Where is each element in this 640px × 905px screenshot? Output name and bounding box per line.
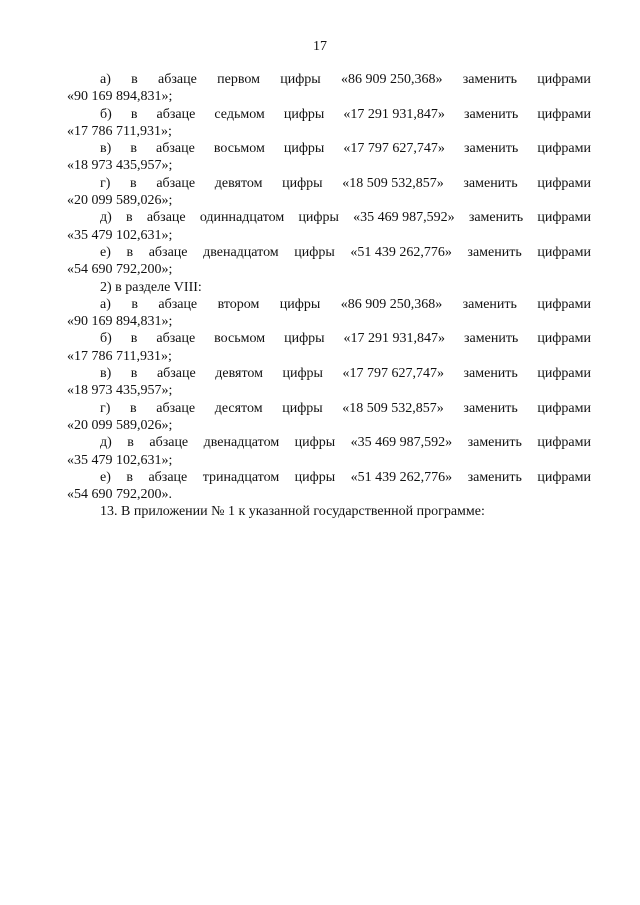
word: в) xyxy=(100,366,112,382)
continuation-line: «54 690 792,200»; xyxy=(67,262,173,278)
word: цифрами xyxy=(537,469,591,485)
word: «35 469 987,592» xyxy=(350,435,453,451)
page-number: 17 xyxy=(313,39,327,54)
word: десятом xyxy=(214,400,263,416)
word: цифрами xyxy=(537,72,591,87)
continuation-line: «54 690 792,200». xyxy=(67,487,172,503)
word: цифрами xyxy=(537,331,591,347)
word: заменить xyxy=(467,435,522,451)
amendment-item xyxy=(67,175,591,210)
word: цифры xyxy=(298,210,339,226)
word: заменить xyxy=(462,296,517,312)
word: в) xyxy=(100,141,112,157)
word: в xyxy=(131,296,138,312)
justified-line xyxy=(67,330,591,347)
word: «17 797 627,747» xyxy=(343,141,445,157)
word: в xyxy=(130,141,137,157)
word: цифры xyxy=(294,435,336,451)
word: тринадцатом xyxy=(202,469,280,485)
word: цифрами xyxy=(537,141,591,157)
word: абзаце xyxy=(158,72,197,87)
word: восьмом xyxy=(214,331,266,347)
amendment-item xyxy=(67,296,591,331)
word: цифры xyxy=(294,469,336,485)
amendment-item xyxy=(67,400,591,435)
continuation-line: «17 786 711,931»; xyxy=(67,123,172,139)
word: «86 909 250,368» xyxy=(340,296,443,312)
word: цифрами xyxy=(537,366,591,382)
word: абзаце xyxy=(158,296,198,312)
word: заменить xyxy=(463,141,519,157)
word: двенадцатом xyxy=(203,435,280,451)
word: в xyxy=(126,244,134,260)
word: в xyxy=(130,400,137,416)
word: заменить xyxy=(467,469,522,485)
justified-line xyxy=(67,244,591,261)
paragraph-line: 13. В приложении № 1 к указанной государственной программе: xyxy=(100,504,485,520)
justified-line xyxy=(67,140,591,157)
word: цифрами xyxy=(537,175,591,191)
word: цифры xyxy=(282,400,323,416)
word: заменить xyxy=(464,331,519,347)
word: цифрами xyxy=(537,106,591,122)
document-body xyxy=(67,71,591,521)
justified-line xyxy=(67,434,591,451)
word: г) xyxy=(100,175,111,191)
word: абзаце xyxy=(156,106,196,122)
amendment-item xyxy=(67,503,591,520)
word: абзаце xyxy=(156,175,196,191)
word: абзаце xyxy=(148,469,188,485)
word: а) xyxy=(100,72,111,87)
word: седьмом xyxy=(214,106,265,122)
amendment-item xyxy=(67,279,591,296)
word: «35 469 987,592» xyxy=(353,210,455,226)
word: а) xyxy=(100,296,111,312)
word: абзаце xyxy=(149,435,189,451)
word: б) xyxy=(100,331,112,347)
justified-line xyxy=(67,71,591,88)
word: в xyxy=(126,210,133,226)
justified-line xyxy=(67,175,591,192)
amendment-item xyxy=(67,209,591,244)
word: цифры xyxy=(282,175,323,191)
word: цифры xyxy=(282,366,323,382)
word: цифры xyxy=(284,331,325,347)
word: д) xyxy=(100,435,112,451)
amendment-item xyxy=(67,434,591,469)
word: восьмом xyxy=(213,141,265,157)
word: д) xyxy=(100,210,112,226)
amendment-item xyxy=(67,330,591,365)
continuation-line: «18 973 435,957»; xyxy=(67,158,173,174)
word: абзаце xyxy=(156,400,196,416)
word: заменить xyxy=(462,72,518,87)
word: заменить xyxy=(463,106,519,122)
justified-line xyxy=(67,469,591,486)
word: цифрами xyxy=(537,400,591,416)
word: цифры xyxy=(294,244,335,260)
amendment-item xyxy=(67,71,591,106)
amendment-item xyxy=(67,469,591,504)
paragraph-line: 2) в разделе VIII: xyxy=(100,279,202,295)
word: девятом xyxy=(214,175,263,191)
continuation-line: «20 099 589,026»; xyxy=(67,417,173,433)
word: цифры xyxy=(283,141,325,157)
word: «17 291 931,847» xyxy=(343,106,445,122)
word: одиннадцатом xyxy=(199,210,285,226)
word: в xyxy=(130,175,137,191)
word: двенадцатом xyxy=(203,244,279,260)
continuation-line: «90 169 894,831»; xyxy=(67,89,173,105)
word: цифрами xyxy=(537,210,591,226)
word: «17 291 931,847» xyxy=(343,331,446,347)
word: «86 909 250,368» xyxy=(340,72,443,87)
word: цифрами xyxy=(537,435,591,451)
word: г) xyxy=(100,400,111,416)
word: в xyxy=(126,469,133,485)
amendment-item xyxy=(67,365,591,400)
word: заменить xyxy=(467,244,522,260)
word: в xyxy=(130,366,138,382)
justified-line xyxy=(67,296,591,313)
word: заменить xyxy=(468,210,524,226)
word: заменить xyxy=(463,175,518,191)
amendment-item xyxy=(67,106,591,141)
word: девятом xyxy=(215,366,263,382)
word: абзаце xyxy=(156,366,196,382)
word: цифры xyxy=(283,106,325,122)
continuation-line: «20 099 589,026»; xyxy=(67,193,173,209)
word: «51 439 262,776» xyxy=(350,469,453,485)
word: заменить xyxy=(463,400,518,416)
word: цифры xyxy=(279,296,321,312)
amendment-item xyxy=(67,140,591,175)
word: первом xyxy=(217,72,260,87)
word: абзаце xyxy=(156,331,196,347)
word: в xyxy=(131,72,138,87)
justified-line xyxy=(67,106,591,123)
word: «17 797 627,747» xyxy=(342,366,444,382)
word: цифрами xyxy=(537,296,591,312)
word: б) xyxy=(100,106,112,122)
word: «18 509 532,857» xyxy=(342,400,444,416)
continuation-line: «35 479 102,631»; xyxy=(67,227,173,243)
word: в xyxy=(127,435,134,451)
word: заменить xyxy=(463,366,518,382)
justified-line xyxy=(67,365,591,382)
continuation-line: «18 973 435,957»; xyxy=(67,383,173,399)
justified-line xyxy=(67,209,591,226)
word: абзаце xyxy=(146,210,186,226)
word: абзаце xyxy=(148,244,188,260)
continuation-line: «35 479 102,631»; xyxy=(67,452,173,468)
word: цифры xyxy=(280,72,321,87)
justified-line xyxy=(67,400,591,417)
word: е) xyxy=(100,244,111,260)
word: «51 439 262,776» xyxy=(350,244,452,260)
word: в xyxy=(130,106,138,122)
word: цифрами xyxy=(537,244,591,260)
word: е) xyxy=(100,469,111,485)
word: в xyxy=(130,331,138,347)
continuation-line: «17 786 711,931»; xyxy=(67,348,172,364)
continuation-line: «90 169 894,831»; xyxy=(67,314,173,330)
word: абзаце xyxy=(156,141,195,157)
amendment-item xyxy=(67,244,591,279)
word: втором xyxy=(217,296,260,312)
word: «18 509 532,857» xyxy=(342,175,444,191)
